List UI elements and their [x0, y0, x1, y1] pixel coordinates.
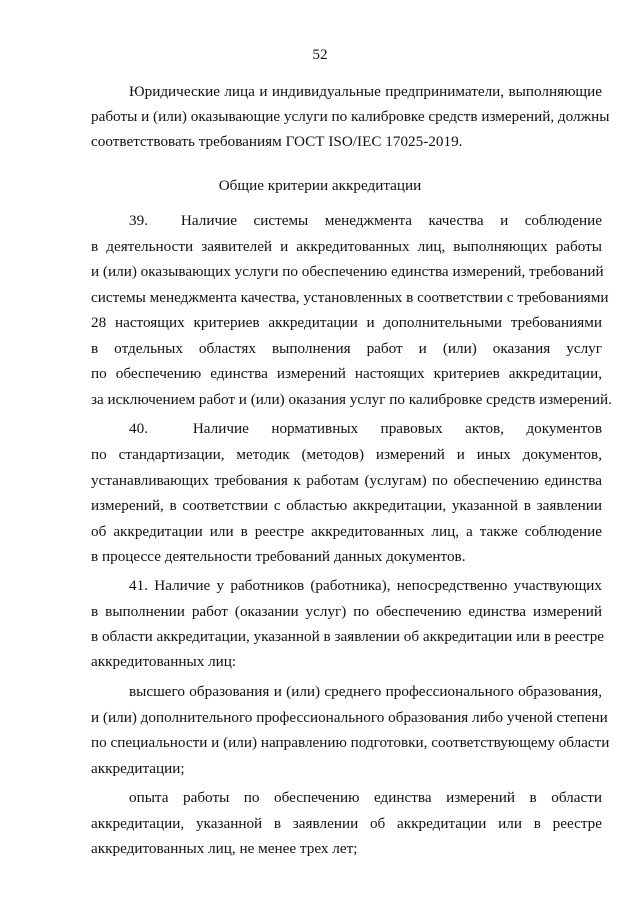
- p39-line-2: в деятельности заявителей и аккредитованных лиц, выполняющих работы: [91, 238, 602, 255]
- p39-line-1: 39. Наличие системы менеджмента качества и соблюдение: [129, 212, 602, 229]
- p39-line-7: по обеспечению единства измерений настоящих критериев аккредитации,: [91, 365, 602, 382]
- p39-line-6: в отдельных областях выполнения работ и (или) оказания услуг: [91, 340, 602, 357]
- p40-line-3: устанавливающих требования к работам (услугам) по обеспечению единства: [91, 472, 602, 489]
- p39-line-8: за исключением работ и (или) оказания услуг по калибровке средств измерений.: [91, 391, 612, 408]
- p39-line-3: и (или) оказывающих услуги по обеспечению единства измерений, требований: [91, 263, 604, 280]
- p40-line-5: об аккредитации или в реестре аккредитованных лиц, а также соблюдение: [91, 523, 602, 540]
- p41-line-3: в области аккредитации, указанной в заявлении об аккредитации или в реестре: [91, 628, 605, 645]
- p39-line-4: системы менеджмента качества, установленных в соответствии с требованиями: [91, 289, 609, 306]
- p41-line-1: 41. Наличие у работников (работника), непосредственно участвующих: [129, 577, 602, 594]
- page-number: 52: [312, 46, 328, 63]
- p41a-line-3: по специальности и (или) направлению подготовки, соответствующему области: [91, 734, 610, 751]
- p41a-line-4: аккредитации;: [91, 760, 185, 777]
- p41a-line-1: высшего образования и (или) среднего профессионального образования,: [129, 683, 602, 700]
- p41a-line-2: и (или) дополнительного профессионального образования либо ученой степени: [91, 709, 608, 726]
- intro-line-2: работы и (или) оказывающие услуги по калибровке средств измерений, должны: [91, 108, 610, 125]
- p41b-line-2: аккредитации, указанной в заявлении об аккредитации или в реестре: [91, 815, 602, 832]
- p40-line-2: по стандартизации, методик (методов) измерений и иных документов,: [91, 446, 602, 463]
- p40-line-4: измерений, в соответствии с областью аккредитации, указанной в заявлении: [91, 497, 602, 514]
- p41b-line-1: опыта работы по обеспечению единства измерений в области: [129, 789, 602, 806]
- intro-line-1: Юридические лица и индивидуальные предприниматели, выполняющие: [129, 83, 602, 100]
- p39-line-5: 28 настоящих критериев аккредитации и дополнительными требованиями: [91, 314, 602, 331]
- p41-line-2: в выполнении работ (оказании услуг) по обеспечению единства измерений: [91, 603, 602, 620]
- p40-line-6: в процессе деятельности требований данных документов.: [91, 548, 466, 565]
- p41b-line-3: аккредитованных лиц, не менее трех лет;: [91, 840, 358, 857]
- p41-line-4: аккредитованных лиц:: [91, 653, 237, 670]
- intro-line-3: соответствовать требованиям ГОСТ ISO/IEC 17025-2019.: [91, 133, 463, 150]
- section-title: Общие критерии аккредитации: [218, 177, 422, 194]
- p40-line-1: 40. Наличие нормативных правовых актов, документов: [129, 420, 602, 437]
